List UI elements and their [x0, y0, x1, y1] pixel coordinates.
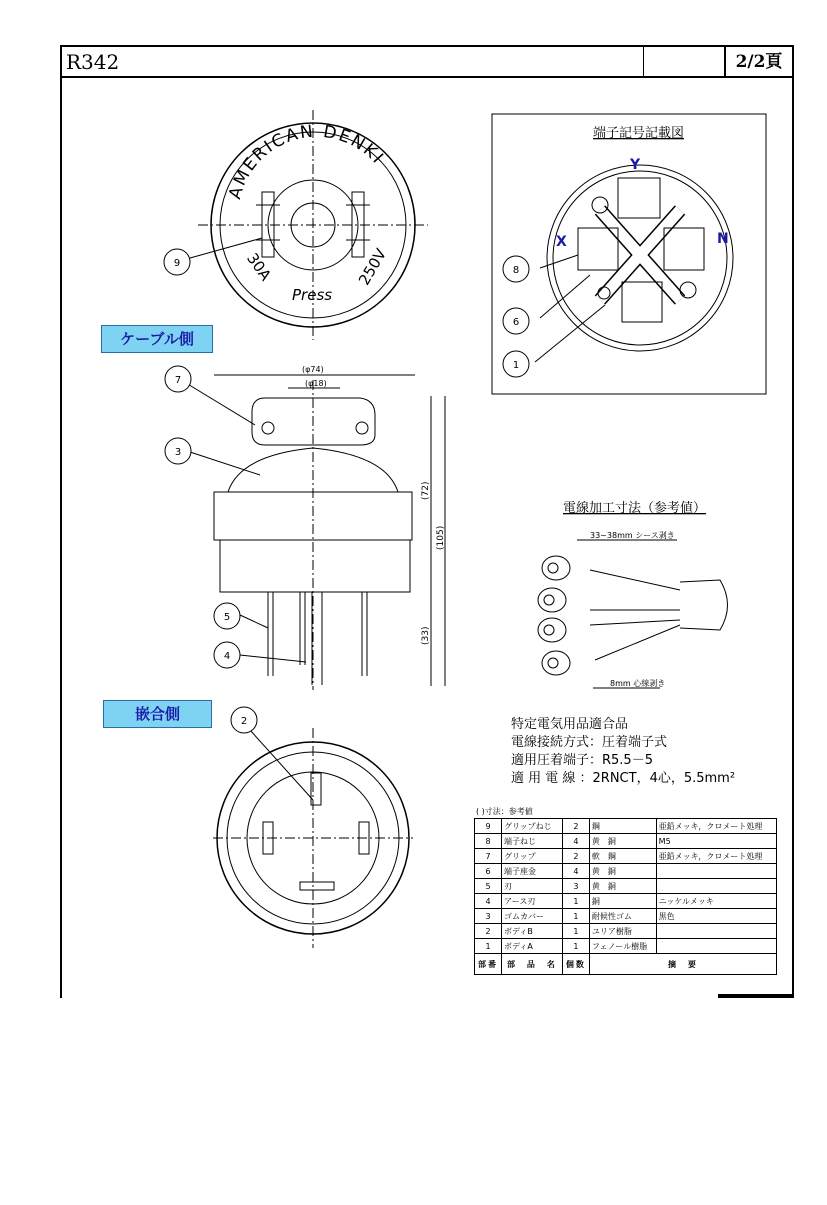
cell-material: 黄 銅	[589, 864, 656, 879]
callout-7-label: 7	[174, 375, 182, 386]
callout-5-label: 5	[223, 612, 231, 623]
cell-note: 亜鉛メッキ，クロメート処理	[656, 819, 776, 834]
callout-1-label: 1	[512, 360, 520, 371]
cell-name: グリップ	[502, 849, 563, 864]
cell-note	[656, 864, 776, 879]
parts-table	[474, 818, 777, 975]
header-note: 摘 要	[589, 954, 776, 975]
page-number: 2/2頁	[735, 52, 783, 72]
wire-proc-title: 電線加工寸法（参考値）	[563, 501, 707, 516]
terminal-diagram-title: 端子記号記載図	[593, 126, 685, 141]
mating-side-tag: 嵌合側	[103, 700, 212, 728]
spec-block	[511, 716, 735, 788]
cell-qty: 3	[562, 879, 589, 894]
callout-8-label: 8	[512, 265, 520, 276]
cell-note: 黒色	[656, 909, 776, 924]
cell-note: 亜鉛メッキ，クロメート処理	[656, 849, 776, 864]
table-row	[475, 819, 777, 834]
cell-name: 端子座金	[502, 864, 563, 879]
cell-name: 端子ねじ	[502, 834, 563, 849]
callout-2-label: 2	[240, 716, 248, 727]
table-row	[475, 879, 777, 894]
cell-material: 黄 銅	[589, 879, 656, 894]
dim-18: (φ18)	[305, 379, 327, 388]
cell-material: 耐候性ゴム	[589, 909, 656, 924]
cell-name: ゴムカバー	[502, 909, 563, 924]
callout-9-label: 9	[173, 258, 181, 269]
cell-no: 3	[475, 909, 502, 924]
cell-qty: 4	[562, 834, 589, 849]
callout-4-label: 4	[223, 651, 231, 662]
cell-no: 2	[475, 924, 502, 939]
header-no: 部番	[475, 954, 502, 975]
cell-qty: 4	[562, 864, 589, 879]
cell-name: ボディA	[502, 939, 563, 954]
wire-drawing	[538, 540, 728, 688]
cell-no: 7	[475, 849, 502, 864]
cell-qty: 1	[562, 894, 589, 909]
cell-note: M5	[656, 834, 776, 849]
table-row	[475, 834, 777, 849]
terminal-x-label: X	[556, 234, 567, 250]
brand-arc-text: AMERICAN DENKI	[225, 121, 389, 202]
table-row	[475, 909, 777, 924]
terminal-diagram	[492, 114, 766, 394]
header-name: 部 品 名	[502, 954, 563, 975]
doc-number: R342	[62, 47, 644, 76]
callout-3-label: 3	[174, 447, 182, 458]
table-row	[475, 924, 777, 939]
cell-qty: 1	[562, 924, 589, 939]
cell-name: ボディB	[502, 924, 563, 939]
header-qty: 個数	[562, 954, 589, 975]
terminal-n-label: N	[717, 231, 729, 247]
table-row	[475, 849, 777, 864]
cell-material: ユリア樹脂	[589, 924, 656, 939]
cell-note	[656, 924, 776, 939]
spec-line: 特定電気用品適合品	[511, 717, 629, 732]
cell-name: グリップねじ	[502, 819, 563, 834]
spec-line: 適 用 電 線 ：2RNCT，4心，5.5mm²	[511, 771, 736, 786]
table-row	[475, 864, 777, 879]
cell-no: 5	[475, 879, 502, 894]
cell-material: 黄 銅	[589, 834, 656, 849]
core-strip-text: 8mm 心線剥き	[610, 679, 666, 688]
cell-qty: 2	[562, 849, 589, 864]
cell-name: 刃	[502, 879, 563, 894]
dim-33: (33)	[421, 626, 431, 645]
cell-material: 銅	[589, 894, 656, 909]
cell-note: ニッケルメッキ	[656, 894, 776, 909]
spec-line: 適用圧着端子：R5.5－5	[511, 753, 653, 768]
parts-table-header	[475, 954, 777, 975]
cell-no: 6	[475, 864, 502, 879]
cell-note	[656, 939, 776, 954]
top-view	[190, 110, 428, 340]
maker-text: Press	[292, 286, 333, 304]
cell-qty: 1	[562, 909, 589, 924]
cell-no: 9	[475, 819, 502, 834]
cell-no: 1	[475, 939, 502, 954]
dim-72: (72)	[421, 481, 431, 500]
bom-note: ( )寸法：参考値	[476, 807, 533, 816]
cell-name: アース刃	[502, 894, 563, 909]
cell-material: 鋼	[589, 819, 656, 834]
table-row	[475, 894, 777, 909]
cable-side-tag: ケーブル側	[101, 325, 213, 353]
cell-note	[656, 879, 776, 894]
dim-105: (105)	[436, 525, 446, 550]
terminal-y-label: Y	[630, 157, 641, 173]
rating-a-text: 30A	[243, 249, 275, 285]
table-row	[475, 939, 777, 954]
rating-v-text: 250V	[355, 245, 391, 289]
dim-74: (φ74)	[302, 365, 324, 374]
cell-material: フェノール樹脂	[589, 939, 656, 954]
bottom-view	[213, 728, 413, 948]
callout-6-label: 6	[512, 317, 520, 328]
sheath-strip-text: 33~38mm シース剥き	[590, 531, 675, 540]
cell-material: 軟 鋼	[589, 849, 656, 864]
cell-qty: 1	[562, 939, 589, 954]
spec-line: 電線接続方式：圧着端子式	[511, 735, 668, 750]
cell-no: 8	[475, 834, 502, 849]
cell-qty: 2	[562, 819, 589, 834]
cell-no: 4	[475, 894, 502, 909]
